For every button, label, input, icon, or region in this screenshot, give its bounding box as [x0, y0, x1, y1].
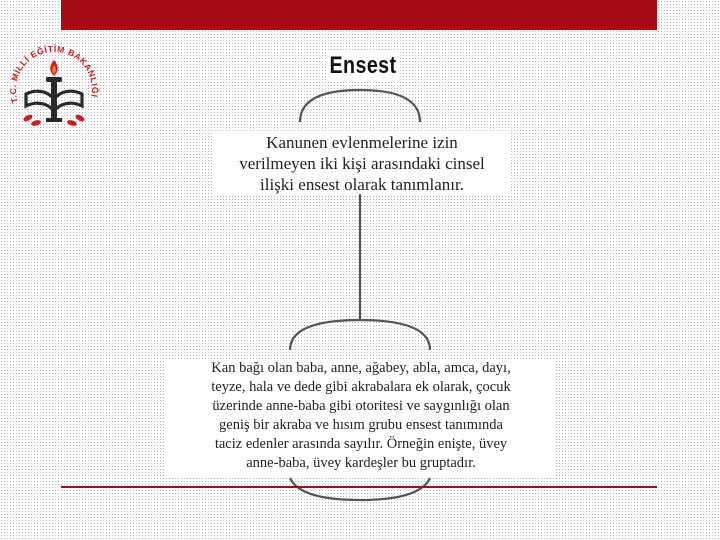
extended-definition-text: Kan bağı olan baba, anne, ağabey, abla, amca, dayı, teyze, hala ve dede gibi akrabalara ek olarak, çocuk üzerinde anne-baba gibi otoritesi ve saygınlığı olan geniş bir akraba ve hısım grubu ensest tanımında taciz edenler arasında sayılır. Örneğin enişte, üvey anne-baba, üvey kardeşler bu gruptadır. — [166, 359, 556, 477]
top-node-arc — [300, 90, 420, 122]
definition-text: Kanunen evlenmelerine izin verilmeyen iki kişi arasındaki cinsel ilişki ensest olarak tanımlanır. — [214, 132, 510, 194]
slide-title: Ensest — [326, 50, 400, 82]
logo-ring-text: T.C. MİLLİ EĞİTİM BAKANLIĞI — [7, 43, 101, 105]
bottom-node-arc-lower — [290, 478, 430, 500]
footer-accent-line — [61, 486, 657, 488]
bottom-node-arc — [290, 320, 430, 350]
